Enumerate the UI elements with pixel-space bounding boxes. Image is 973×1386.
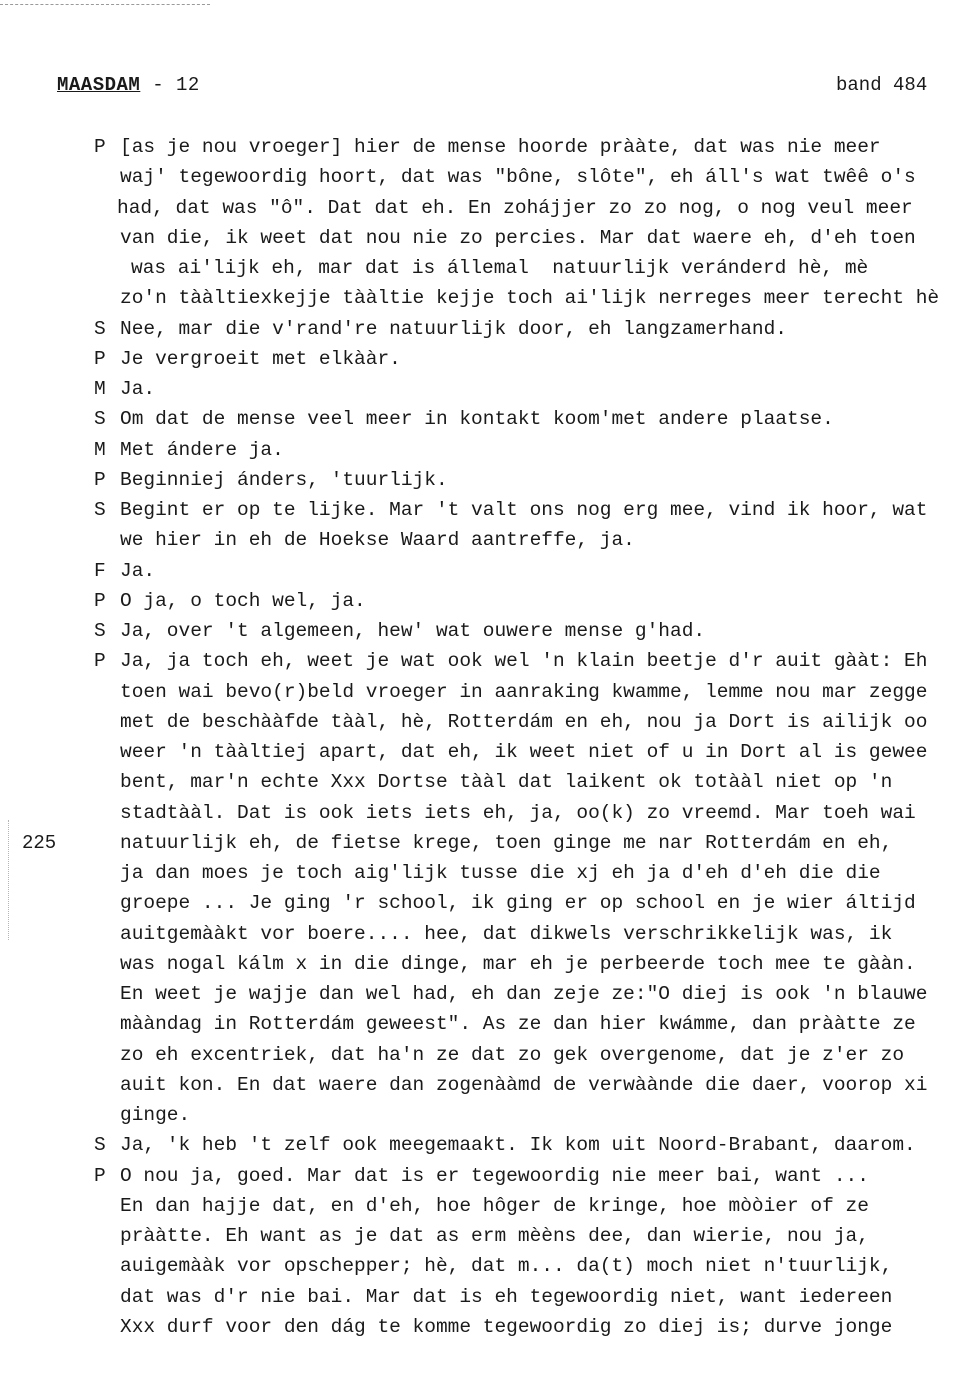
line-text: Je vergroeit met elkààr. (120, 347, 401, 370)
line-text: Ja. (120, 378, 156, 400)
line-text: zo'n tààltiexkejje tààltie kejje toch ai'lijk nerreges meer terecht hè (120, 287, 940, 310)
speaker-label: S (94, 408, 106, 431)
transcript-line (0, 1072, 973, 1098)
transcript-line (0, 618, 973, 644)
speaker-label: P (94, 468, 106, 491)
transcript-line (0, 679, 973, 705)
line-text: waj' tegewoordig hoort, dat was "bône, slôte", eh áll's wat twêê o's (120, 166, 916, 189)
transcript-line (0, 1163, 973, 1189)
transcript-line (0, 1042, 973, 1068)
line-text: had, dat was "ô". Dat dat eh. En zohájjer zo zo nog, o nog veul meer (117, 196, 913, 219)
transcript-line (0, 497, 973, 523)
transcript-line (0, 558, 973, 584)
transcript-line (0, 285, 973, 311)
speaker-label: P (94, 650, 106, 673)
transcript-line (0, 588, 973, 614)
transcript-line (0, 1102, 973, 1128)
transcript-line (0, 1253, 973, 1279)
speaker-label: P (94, 347, 106, 370)
transcript-line (0, 346, 973, 372)
transcript-line (0, 1223, 973, 1249)
transcript-line (0, 527, 973, 553)
transcript-line (0, 467, 973, 493)
line-text: Om dat de mense veel meer in kontakt koom'met andere plaatse. (120, 408, 834, 431)
transcript-line (0, 1011, 973, 1037)
line-text: Ja, over 't algemeen, hew' wat ouwere mense g'had. (120, 620, 706, 642)
line-text: O nou ja, goed. Mar dat is er tegewoordig nie meer bai, want ... (120, 1164, 869, 1187)
transcript-line (0, 316, 973, 342)
line-text: ginge. (120, 1104, 191, 1126)
transcript-line (0, 225, 973, 251)
line-text: van die, ik weet dat nou nie zo percies. Mar dat waere eh, d'eh toen (120, 226, 916, 249)
line-text: auit kon. En dat waere dan zogenààmd de verwàànde die daer, voorop xi (120, 1073, 928, 1096)
speaker-label: F (94, 559, 106, 582)
transcript-line (0, 134, 973, 160)
page-number: - 12 (140, 74, 200, 96)
transcript-line (0, 376, 973, 402)
speaker-label: S (94, 620, 106, 642)
transcript-line (0, 1132, 973, 1158)
line-text: Ja, 'k heb 't zelf ook meegemaakt. Ik kom uit Noord-Brabant, daarom. (120, 1134, 916, 1157)
line-text: stadtààl. Dat is ook iets iets eh, ja, oo(k) zo vreemd. Mar toeh wai (120, 801, 916, 824)
line-text: Met ándere ja. (120, 438, 284, 461)
speaker-label: M (94, 378, 106, 400)
transcript-line (0, 769, 973, 795)
margin-line-number: 225 (22, 832, 57, 854)
transcript-line (0, 648, 973, 674)
transcript-line (0, 437, 973, 463)
speaker-label: M (94, 438, 106, 461)
line-text: zo eh excentriek, dat ha'n ze dat zo gek overgenome, dat je z'er zo (120, 1043, 905, 1066)
line-text: natuurlijk eh, de fietse krege, toen ginge me nar Rotterdám en eh, (120, 831, 893, 854)
line-text: was nogal kálm x in die dinge, mar eh je perbeerde toch mee te gààn. (120, 952, 916, 975)
transcript-line (0, 1314, 973, 1340)
line-text: Nee, mar die v'rand're natuurlijk door, eh langzamerhand. (120, 317, 788, 340)
line-text: [as je nou vroeger] hier de mense hoorde prààte, dat was nie meer (120, 136, 881, 158)
transcript-line (0, 164, 973, 190)
line-text: ja dan moes je toch aig'lijk tusse die xj eh ja d'eh d'eh die die (120, 862, 881, 884)
line-text: met de beschààfde tààl, hè, Rotterdám en eh, nou ja Dort is ailijk oo (120, 710, 928, 733)
top-dashed-rule (0, 4, 210, 5)
tape-label: band 484 (836, 74, 928, 96)
transcript-line (0, 255, 973, 281)
speaker-label: P (94, 136, 106, 158)
speaker-label: P (94, 1164, 106, 1187)
transcript-line (0, 709, 973, 735)
transcript-line (0, 1284, 973, 1310)
line-text: Begint er op te lijke. Mar 't valt ons nog erg mee, vind ik hoor, wat (120, 499, 928, 521)
line-text: we hier in eh de Hoekse Waard aantreffe, ja. (120, 529, 635, 552)
line-text: En weet je wajje dan wel had, eh dan zeje ze:"O diej is ook 'n blauwe (120, 983, 928, 1005)
transcript-line (0, 890, 973, 916)
line-text: auitgemààkt vor boere.... hee, dat dikwels verschrikkelijk was, ik (120, 922, 893, 945)
line-text: Ja, ja toch eh, weet je wat ook wel 'n klain beetje d'r auit gààt: Eh (120, 650, 928, 673)
line-text: prààtte. Eh want as je dat as erm mèèns dee, dan wierie, nou ja, (120, 1225, 869, 1247)
line-text: bent, mar'n echte Xxx Dortse tààl dat laikent ok totààl niet op 'n (120, 771, 893, 794)
speaker-label: S (94, 499, 106, 521)
transcript-line (0, 951, 973, 977)
transcript-line (0, 1193, 973, 1219)
line-text: mààndag in Rotterdám geweest". As ze dan hier kwámme, dan prààtte ze (120, 1013, 916, 1036)
line-text: En dan hajje dat, en d'eh, hoe hôger de kringe, hoe mòòier of ze (120, 1194, 869, 1217)
speaker-label: S (94, 317, 106, 340)
line-text: toen wai bevo(r)beld vroeger in aanraking kwamme, lemme nou mar zegge (120, 680, 928, 703)
transcript-line (0, 195, 973, 221)
page-header (57, 74, 200, 96)
transcript-line (0, 830, 973, 856)
line-text: Xxx durf voor den dág te komme tegewoordig zo diej is; durve jonge (120, 1315, 893, 1338)
transcript-line (0, 739, 973, 765)
speaker-label: S (94, 1134, 106, 1157)
transcript-line (0, 406, 973, 432)
transcript-line (0, 981, 973, 1007)
line-text: was ai'lijk eh, mar dat is állemal natuurlijk veránderd hè, mè (131, 257, 869, 279)
document-title: MAASDAM (57, 74, 141, 96)
transcript-line (0, 800, 973, 826)
line-text: Ja. (120, 559, 156, 582)
line-text: O ja, o toch wel, ja. (120, 589, 366, 612)
line-text: groepe ... Je ging 'r school, ik ging er op school en je wier áltijd (120, 892, 916, 915)
line-text: weer 'n tààltiej apart, dat eh, ik weet niet of u in Dort al is gewee (120, 741, 928, 763)
line-text: auigemààk vor opschepper; hè, dat m... da(t) moch niet n'tuurlijk, (120, 1255, 893, 1278)
transcript-line (0, 860, 973, 886)
transcript-line (0, 921, 973, 947)
speaker-label: P (94, 589, 106, 612)
line-text: dat was d'r nie bai. Mar dat is eh tegewoordig niet, want iedereen (120, 1285, 893, 1308)
line-text: Beginniej ánders, 'tuurlijk. (120, 468, 448, 491)
